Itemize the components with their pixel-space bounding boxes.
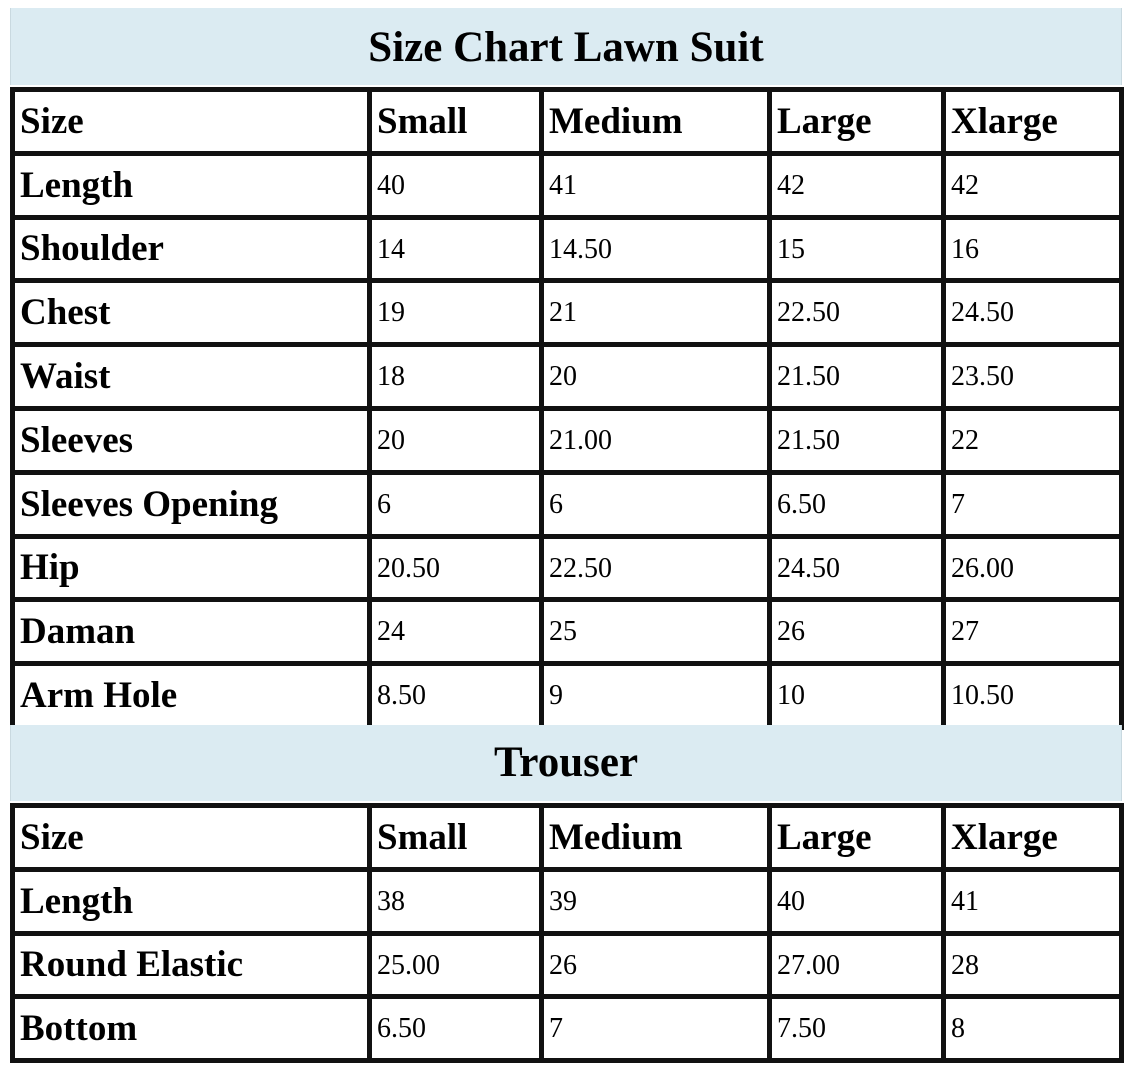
size-column-header: Xlarge xyxy=(944,806,1122,870)
measurement-value: 22 xyxy=(944,408,1122,472)
table-row xyxy=(13,997,1122,1061)
measurement-value: 20 xyxy=(370,408,542,472)
suit-chart-title: Size Chart Lawn Suit xyxy=(10,8,1122,85)
measurement-label: Daman xyxy=(13,600,370,664)
measurement-value: 39 xyxy=(542,869,770,933)
measurement-value: 8 xyxy=(944,997,1122,1061)
table-row xyxy=(13,281,1122,345)
measurement-label: Round Elastic xyxy=(13,933,370,997)
trouser-size-table xyxy=(10,803,1124,1063)
measurement-value: 25 xyxy=(542,600,770,664)
table-row xyxy=(13,217,1122,281)
measurement-value: 6.50 xyxy=(370,997,542,1061)
measurement-label: Sleeves Opening xyxy=(13,472,370,536)
table-row xyxy=(13,536,1122,600)
measurement-value: 23.50 xyxy=(944,345,1122,409)
measurement-value: 7 xyxy=(944,472,1122,536)
measurement-value: 21.50 xyxy=(770,345,944,409)
measurement-value: 27.00 xyxy=(770,933,944,997)
measurement-value: 6 xyxy=(542,472,770,536)
measurement-value: 40 xyxy=(770,869,944,933)
table-row xyxy=(13,472,1122,536)
measurement-value: 20.50 xyxy=(370,536,542,600)
measurement-value: 20 xyxy=(542,345,770,409)
table-row xyxy=(13,664,1122,728)
suit-table-body xyxy=(13,90,1122,728)
size-column-header: Medium xyxy=(542,90,770,154)
size-column-header: Small xyxy=(370,806,542,870)
size-column-header: Medium xyxy=(542,806,770,870)
size-column-header: Large xyxy=(770,90,944,154)
suit-header-row xyxy=(13,90,1122,154)
measurement-value: 18 xyxy=(370,345,542,409)
size-column-header: Small xyxy=(370,90,542,154)
table-row xyxy=(13,408,1122,472)
size-header-cell: Size xyxy=(13,90,370,154)
table-row xyxy=(13,869,1122,933)
measurement-label: Chest xyxy=(13,281,370,345)
trouser-header-row xyxy=(13,806,1122,870)
measurement-value: 6.50 xyxy=(770,472,944,536)
measurement-value: 14.50 xyxy=(542,217,770,281)
measurement-value: 26.00 xyxy=(944,536,1122,600)
measurement-value: 19 xyxy=(370,281,542,345)
measurement-value: 16 xyxy=(944,217,1122,281)
table-row xyxy=(13,153,1122,217)
measurement-value: 9 xyxy=(542,664,770,728)
measurement-label: Shoulder xyxy=(13,217,370,281)
measurement-value: 24 xyxy=(370,600,542,664)
table-row xyxy=(13,933,1122,997)
measurement-label: Waist xyxy=(13,345,370,409)
measurement-value: 24.50 xyxy=(770,536,944,600)
measurement-label: Sleeves xyxy=(13,408,370,472)
trouser-chart-title: Trouser xyxy=(10,725,1122,801)
measurement-value: 22.50 xyxy=(770,281,944,345)
measurement-value: 26 xyxy=(542,933,770,997)
measurement-value: 38 xyxy=(370,869,542,933)
measurement-label: Hip xyxy=(13,536,370,600)
measurement-value: 25.00 xyxy=(370,933,542,997)
measurement-label: Length xyxy=(13,869,370,933)
measurement-value: 21.00 xyxy=(542,408,770,472)
measurement-value: 7.50 xyxy=(770,997,944,1061)
measurement-label: Bottom xyxy=(13,997,370,1061)
measurement-label: Arm Hole xyxy=(13,664,370,728)
measurement-value: 6 xyxy=(370,472,542,536)
measurement-value: 41 xyxy=(944,869,1122,933)
measurement-value: 10 xyxy=(770,664,944,728)
measurement-value: 42 xyxy=(944,153,1122,217)
measurement-value: 22.50 xyxy=(542,536,770,600)
measurement-value: 26 xyxy=(770,600,944,664)
size-header-cell: Size xyxy=(13,806,370,870)
suit-size-table xyxy=(10,87,1124,730)
measurement-value: 15 xyxy=(770,217,944,281)
measurement-value: 27 xyxy=(944,600,1122,664)
measurement-value: 28 xyxy=(944,933,1122,997)
table-row xyxy=(13,345,1122,409)
table-row xyxy=(13,600,1122,664)
measurement-value: 41 xyxy=(542,153,770,217)
measurement-value: 21 xyxy=(542,281,770,345)
measurement-value: 40 xyxy=(370,153,542,217)
measurement-value: 8.50 xyxy=(370,664,542,728)
measurement-value: 10.50 xyxy=(944,664,1122,728)
trouser-table-body xyxy=(13,806,1122,1061)
measurement-value: 21.50 xyxy=(770,408,944,472)
measurement-value: 7 xyxy=(542,997,770,1061)
measurement-value: 24.50 xyxy=(944,281,1122,345)
size-column-header: Xlarge xyxy=(944,90,1122,154)
measurement-value: 14 xyxy=(370,217,542,281)
measurement-value: 42 xyxy=(770,153,944,217)
measurement-label: Length xyxy=(13,153,370,217)
size-column-header: Large xyxy=(770,806,944,870)
